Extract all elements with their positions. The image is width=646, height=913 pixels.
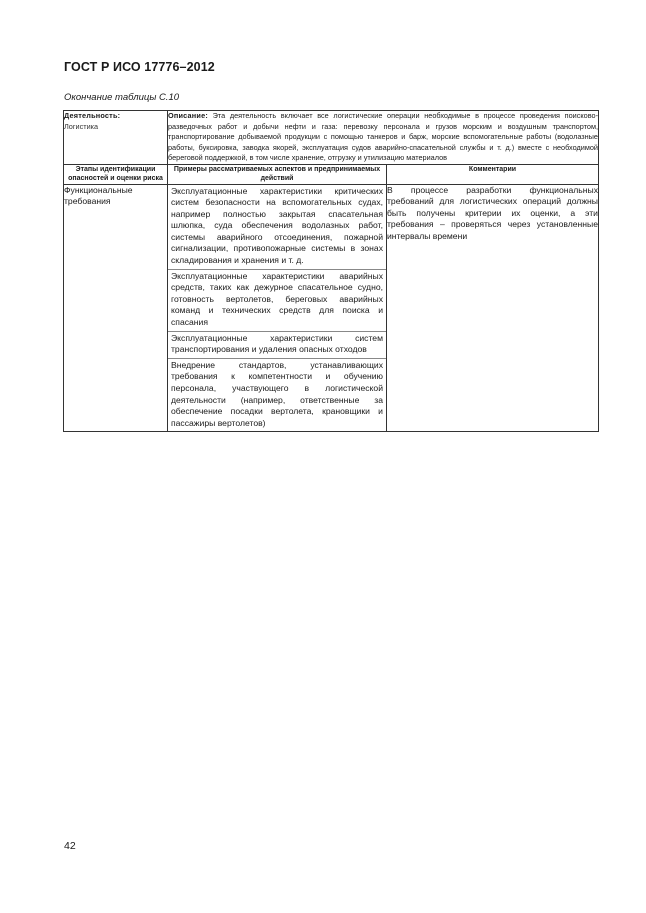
activity-value: Логистика (64, 121, 99, 131)
header-row (64, 164, 599, 184)
gost-table (63, 110, 599, 432)
table-caption: Окончание таблицы С.10 (64, 92, 180, 103)
comment-cell: В процессе разработки функциональных требований для логистических операций должны быть получены критерии их оценки, а эти требования – проверяться через установленные интервалы времени (387, 184, 599, 432)
activity-cell (64, 111, 168, 165)
stage-cell: Функциональные требования (64, 184, 168, 432)
table-row (64, 184, 599, 432)
examples-cell (168, 184, 387, 432)
column-header-stage: Этапы идентификации опасностей и оценки риска (64, 164, 168, 184)
description-label: Описание: (168, 111, 208, 120)
column-header-examples: Примеры рассматриваемых аспектов и предпринимаемых действий (168, 164, 387, 184)
example-item: Эксплуатационные характеристики аварийных средств, таких как дежурное спасательное судно, готовность вертолетов, береговых аварийных команд и технических средств для поиска и спасания (168, 269, 386, 331)
example-item: Эксплуатационные характеристики критических систем безопасности на вспомогательных судах, например полностью закрытая спасательная шлюпка, суда обеспечения водолазных работ, системы аварийного отсоединения, пожарной сигнализации, противопожарные системы в зонах складирования и хранения и т. д. (171, 185, 383, 266)
example-item: Внедрение стандартов, устанавливающих требования к компетентности и обучению персонала, участвующего в логистической деятельности (например, ответственные за обеспечение посадки вертолета, крановщики и пассажиры вертолетов) (168, 358, 386, 432)
column-header-comments: Комментарии (387, 164, 599, 184)
page-number: 42 (64, 840, 76, 852)
description-cell (168, 111, 599, 165)
activity-row (64, 111, 599, 165)
description-text: Эта деятельность включает все логистические операции необходимые в процессе проведения поисково-разведочных работ и добычи нефти и газа: перевозку персонала и грузов морским и воздушным транспортом, транспортирование добываемой продукции с помощью танкеров и барж, морские вспомогательные работы (водолазные работы, буксировка, заводка якорей, эксплуатация судов аварийно-спасательной службы и т. д.) вместе с необходимой береговой поддержкой, в том числе хранение, отгрузку и утилизацию материалов (168, 111, 599, 162)
document-code: ГОСТ Р ИСО 17776–2012 (64, 60, 215, 74)
example-item: Эксплуатационные характеристики систем транспортирования и удаления опасных отходов (168, 331, 386, 358)
activity-label: Деятельность: (64, 111, 121, 120)
